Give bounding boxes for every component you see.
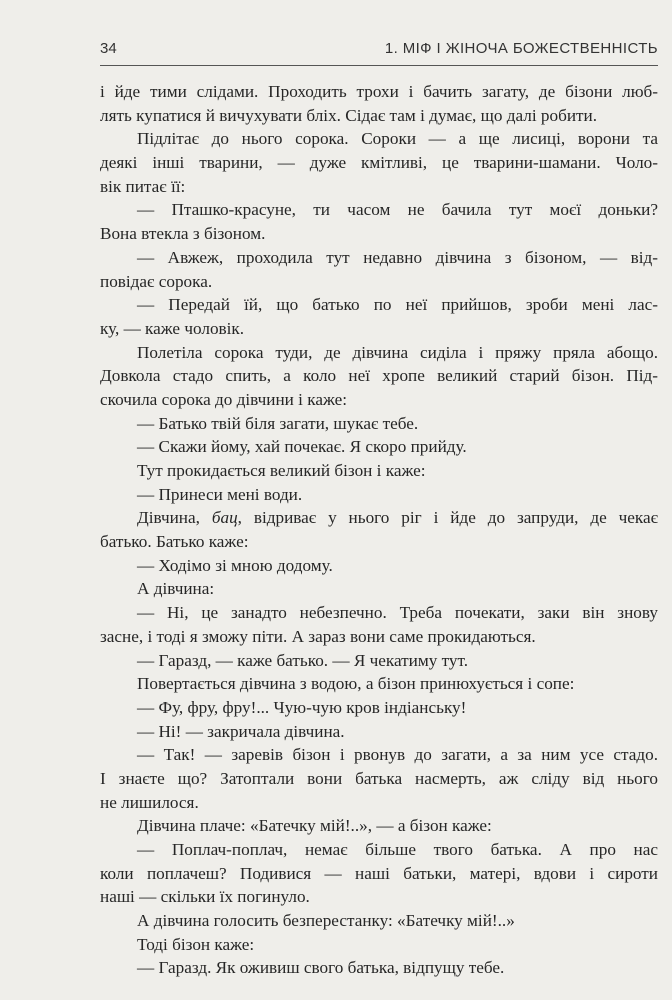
text-line: — Фу, фру, фру!... Чую-чую кров індіанську! — [137, 697, 467, 717]
text-line: Тут прокидається великий бізон і каже: — [137, 461, 426, 480]
emphasized-word: бац — [211, 508, 238, 528]
text-line: Довкола стадо спить, а коло неї хропе великий старий бізон. Під- — [100, 366, 658, 386]
text-line: — Принеси мені води. — [137, 484, 303, 504]
text-line: повідає сорока. — [100, 271, 213, 291]
text-line: — Поплач-поплач, немає більше твого батька. А про нас — [137, 840, 658, 859]
page-number: 34 — [100, 40, 117, 57]
text-line: ку, — каже чоловік. — [100, 318, 245, 338]
text-line: — Ні, це занадто небезпечно. Треба почекати, заки він знову — [137, 603, 658, 623]
text-line: наші — скільки їх погинуло. — [100, 887, 310, 907]
text-line-with-emphasis — [100, 506, 658, 530]
text-line: не лишилося. — [100, 792, 199, 812]
text-line: І знаєте що? Затоптали вони батька насмерть, аж сліду від нього — [100, 768, 658, 788]
text-line: — Пташко-красуне, ти часом не бачила тут моєї доньки? — [137, 200, 658, 220]
text-line: Вона втекла з бізоном. — [100, 224, 266, 244]
text-line: — Гаразд. Як оживиш свого батька, відпущу тебе. — [137, 958, 505, 978]
text-fragment: , відриває у нього ріг і йде до запруди, де чекає — [237, 508, 658, 528]
running-header — [100, 38, 658, 68]
text-line: батько. Батько каже: — [100, 532, 249, 552]
text-line: А дівчина голосить безперестанку: «Батечку мій!..» — [137, 911, 515, 931]
text-line: деякі інші тварини, — дуже кмітливі, це тварини-шамани. Чоло- — [100, 153, 658, 173]
text-line: — Авжеж, проходила тут недавно дівчина з бізоном, — від- — [137, 247, 658, 267]
text-line: Дівчина плаче: «Батечку мій!..», — а бізон каже: — [137, 816, 492, 836]
text-line: А дівчина: — [137, 579, 215, 599]
body-text — [100, 80, 658, 980]
text-line: — Гаразд, — каже батько. — Я чекатиму тут. — [137, 650, 469, 670]
text-line: засне, і тоді я зможу піти. А зараз вони саме прокидаються. — [100, 626, 536, 646]
text-line: вік питає її: — [100, 176, 186, 196]
text-line: Полетіла сорока туди, де дівчина сиділа і пряжу пряла абощо. — [137, 342, 658, 362]
text-line: — Передай їй, що батько по неї прийшов, зроби мені лас- — [137, 295, 658, 315]
text-line: — Батько твій біля загати, шукає тебе. — [137, 413, 419, 433]
chapter-running-title: 1. МІФ І ЖІНОЧА БОЖЕСТВЕННІСТЬ — [384, 40, 658, 57]
text-line: — Скажи йому, хай почекає. Я скоро прийду. — [137, 437, 467, 457]
text-line: — Ходімо зі мною додому. — [137, 555, 333, 575]
text-line: лять купатися й вичухувати бліх. Сідає там і думає, що далі робити. — [100, 105, 598, 125]
text-line: Повертається дівчина з водою, а бізон принюхується і сопе: — [137, 674, 575, 694]
text-line: — Ні! — закричала дівчина. — [137, 721, 345, 741]
text-line: і йде тими слідами. Проходить трохи і бачить загату, де бізони люб- — [100, 82, 658, 101]
text-line: Підлітає до нього сорока. Сороки — а ще лисиці, ворони та — [137, 129, 658, 149]
text-line: — Так! — заревів бізон і рвонув до загати, а за ним усе стадо. — [137, 745, 658, 765]
header-rule — [100, 65, 658, 66]
text-line: скочила сорока до дівчини і каже: — [100, 389, 348, 409]
text-line: Тоді бізон каже: — [137, 934, 255, 954]
text-line: коли поплачеш? Подивися — наші батьки, матері, вдови і сироти — [100, 863, 658, 883]
text-fragment: Дівчина, — [137, 508, 212, 528]
